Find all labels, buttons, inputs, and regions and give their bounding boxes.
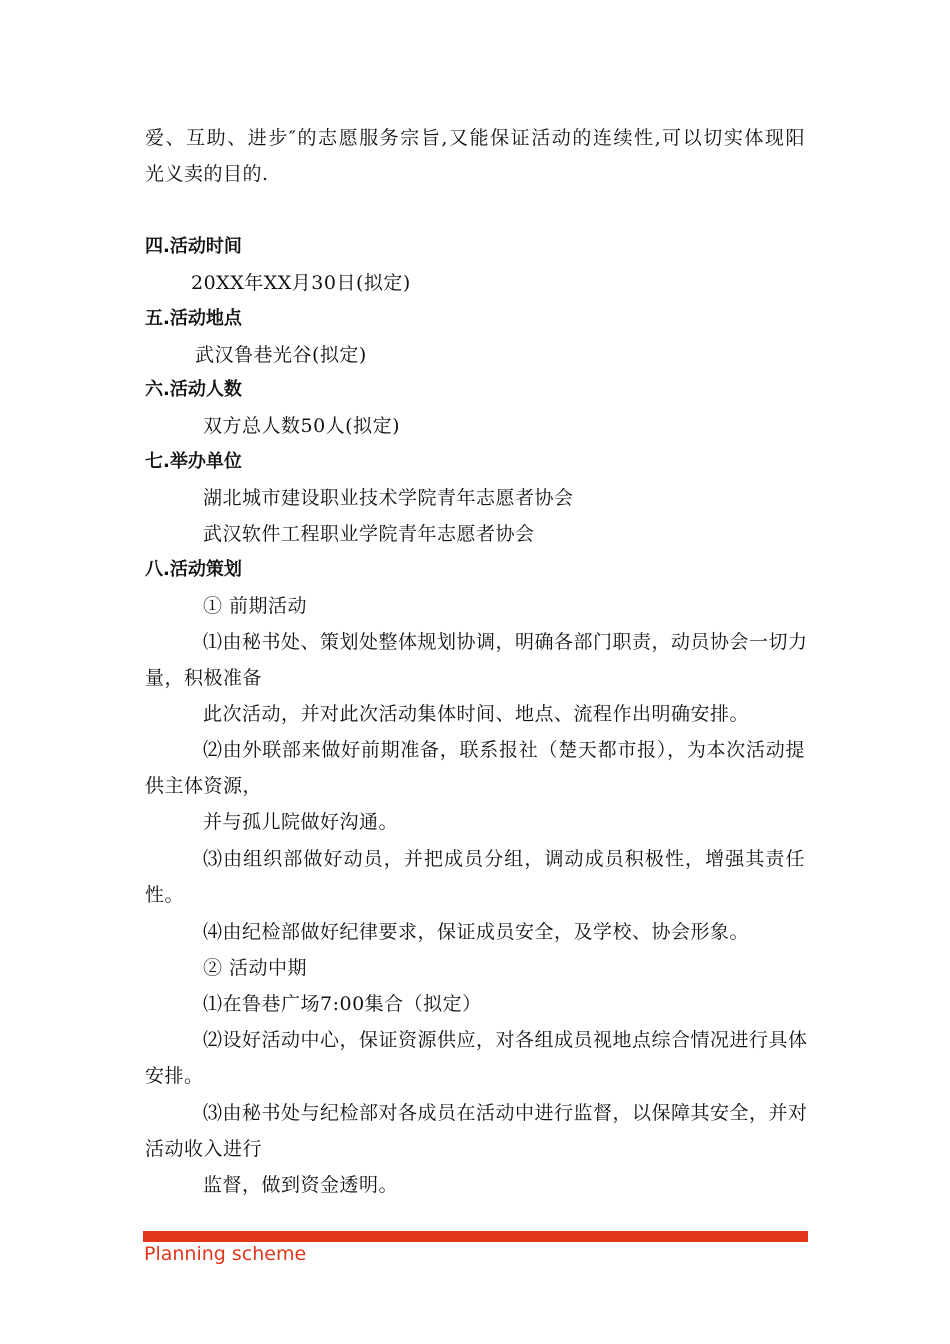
section-heading-place: 五.活动地点 [145, 308, 242, 329]
section-heading-time: 四.活动时间 [145, 236, 242, 257]
plan-pre-item-2c: 并与孤儿院做好沟通。 [203, 811, 399, 833]
plan-mid-item-2a: ⑵设好活动中心，保证资源供应，对各组成员视地点综合情况进行具体 [203, 1029, 808, 1051]
section-body-time: 20XX年XX月30日(拟定) [191, 272, 411, 294]
plan-pre-item-2a: ⑵由外联部来做好前期准备，联系报社（楚天都市报），为本次活动提 [203, 739, 805, 761]
section-body-people: 双方总人数50人(拟定) [203, 415, 401, 437]
plan-mid-item-1: ⑴在鲁巷广场7:00集合（拟定） [203, 993, 482, 1015]
organizer-line-2: 武汉软件工程职业学院青年志愿者协会 [203, 523, 535, 545]
plan-pre-item-4: ⑷由纪检部做好纪律要求，保证成员安全，及学校、协会形象。 [203, 921, 750, 943]
plan-mid-item-3a: ⑶由秘书处与纪检部对各成员在活动中进行监督，以保障其安全，并对 [203, 1102, 808, 1124]
plan-pre-item-1b: 量，积极准备 [145, 667, 263, 689]
organizer-line-1: 湖北城市建设职业技术学院青年志愿者协会 [203, 487, 574, 509]
plan-pre-title: ① 前期活动 [203, 595, 308, 617]
plan-mid-item-3c: 监督，做到资金透明。 [203, 1174, 399, 1196]
section-body-place: 武汉鲁巷光谷(拟定) [195, 344, 367, 366]
section-heading-people: 六.活动人数 [145, 379, 242, 400]
footer-label: Planning scheme [144, 1243, 307, 1265]
intro-line-1: 爱、互助、进步″的志愿服务宗旨,又能保证活动的连续性,可以切实体现阳 [145, 127, 805, 149]
section-heading-plan: 八.活动策划 [145, 559, 242, 580]
plan-mid-item-3b: 活动收入进行 [145, 1138, 263, 1160]
plan-pre-item-1c: 此次活动，并对此次活动集体时间、地点、流程作出明确安排。 [203, 703, 750, 725]
plan-pre-item-3a: ⑶由组织部做好动员，并把成员分组，调动成员积极性，增强其责任 [203, 848, 805, 870]
plan-mid-item-2b: 安排。 [145, 1065, 204, 1087]
plan-pre-item-3b: 性。 [145, 884, 185, 906]
footer-divider-bar [143, 1231, 808, 1242]
intro-line-2: 光义卖的目的. [145, 163, 269, 185]
plan-mid-title: ② 活动中期 [203, 957, 308, 979]
plan-pre-item-1a: ⑴由秘书处、策划处整体规划协调，明确各部门职责，动员协会一切力 [203, 631, 808, 653]
plan-pre-item-2b: 供主体资源， [145, 775, 263, 797]
section-heading-organizer: 七.举办单位 [145, 451, 242, 472]
